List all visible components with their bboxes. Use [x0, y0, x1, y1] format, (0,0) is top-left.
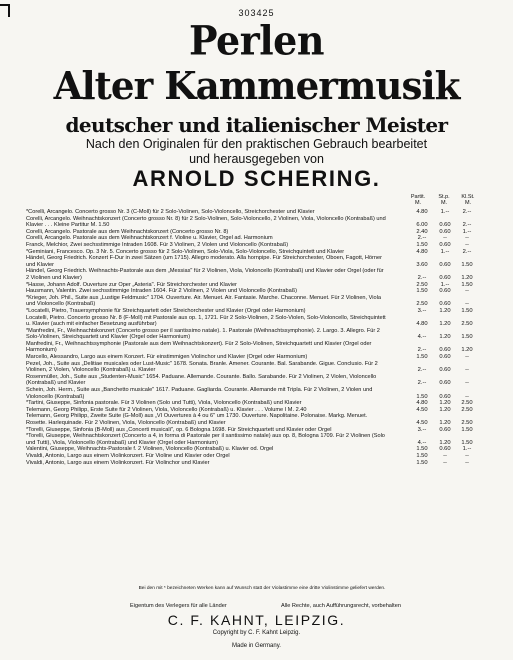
catalog-entry-text: Marcello, Alessandro, Largo aus einem Konzert. Für einstimmigen Violinchor und Klavier (Orgel oder Harmonium): [26, 354, 308, 361]
price-header-klavierstimme-unit: M.: [464, 200, 472, 206]
catalog-entry-price-partitur: 4.80: [416, 321, 428, 328]
catalog-entry-price-partitur: 1.50: [416, 288, 428, 295]
catalog-entry-price-klavier: 2.50: [461, 420, 473, 426]
catalog-entry-price-stimmen: 1.20: [439, 321, 451, 328]
catalog-entry-price-stimmen: 1.20: [439, 439, 451, 446]
catalog-entry-price-partitur: 1.50: [416, 452, 428, 459]
subtitle-line-2: und herausgegeben von: [189, 152, 324, 166]
catalog-entry-price-klavier: 2.50: [461, 400, 473, 407]
catalog-entry: [26, 446, 506, 453]
catalog-entry-price-klavier: 1.--: [462, 228, 472, 235]
catalog-entry-price-klavier: 2.--: [462, 209, 472, 215]
catalog-entry-text: Schein, Joh. Herm., Suite aus „Banchetto musicale" 1617. Paduane. Gagliarda. Courante. Allemande mit Tripla. Für 2 Violinen, 2 Violen und Violoncello (Kontrabaß): [26, 387, 373, 400]
catalog-entry-price-partitur: 4.--: [417, 439, 427, 446]
catalog-entry: [26, 427, 506, 434]
catalog-entry: [26, 295, 506, 308]
catalog-entry: [26, 433, 506, 446]
catalog-entry-text: *Torelli, Giuseppe, Sinfonia (B-Moll) aus „Concerti musicali", op. 6 Bologna 1698. Für Streichquartett und Klavier oder Orgel: [26, 426, 332, 433]
catalog-entry-price-partitur: 2.--: [417, 380, 427, 387]
catalog-entry-price-partitur: 4.--: [417, 334, 427, 341]
catalog-entry: [26, 308, 506, 315]
catalog-entry-price-klavier: 1.20: [461, 347, 473, 354]
catalog-entry-text: *Locatelli, Pietro, Trauersymphonie für Streichquartett oder Streichorchester und Klavier (Orgel oder Harmonium): [26, 307, 306, 314]
catalog-entry-text: Valentini, Giuseppe, Weihnachts-Pastorale f. 2 Violinen, Violoncello (Kontrabaß) u. Klavier od. Orgel: [26, 446, 274, 453]
catalog-entry-price-klavier: 2.--: [462, 222, 472, 229]
price-header-klavierstimme: Kl.St.: [461, 194, 475, 200]
catalog-entry-price-stimmen: 1.20: [439, 406, 451, 413]
catalog-entry-price-stimmen: 0.60: [439, 393, 451, 400]
catalog-entry-price-klavier: 2.50: [461, 321, 473, 328]
catalog-entry: [26, 282, 506, 289]
catalog-entry-price-partitur: 1.50: [416, 459, 428, 466]
catalog-entry: [26, 249, 506, 256]
catalog-entry-price-partitur: 3.--: [417, 307, 427, 314]
catalog-entry: [26, 361, 506, 374]
catalog-entry: [26, 209, 506, 216]
catalog-entry-price-stimmen: 0.60: [439, 426, 451, 433]
catalog-entry-price-klavier: --: [465, 241, 469, 248]
catalog-entry-price-partitur: 2.50: [416, 281, 428, 288]
catalog-entry-price-stimmen: --: [443, 235, 447, 242]
catalog-entry-price-stimmen: 1.--: [440, 281, 450, 288]
catalog-entry-price-stimmen: 0.60: [439, 274, 451, 281]
catalog-entry: [26, 400, 506, 407]
catalog-entry-price-stimmen: 0.60: [439, 241, 451, 248]
catalog-entry-price-partitur: 2.--: [417, 235, 427, 242]
title-alter-kammermusik: Alter Kammermusik: [53, 63, 460, 108]
catalog-entry: [26, 315, 506, 328]
catalog-entry-text: *Hasse, Johann Adolf. Ouverture zur Oper „Asteria". Für Streichorchester und Klavier: [26, 281, 237, 288]
plate-number: 303425: [238, 8, 275, 18]
catalog-entry-price-stimmen: 1.20: [439, 307, 451, 314]
catalog-entry: [26, 216, 506, 229]
catalog-entry-text: Rosenmüller, Joh., Suite aus „Studenten-Music" 1654. Paduane. Allemande. Courante. Ballo. Sarabande. Für 2 Violinen, 2 Violen, Violoncello (Kontrabaß) und Klavier: [26, 373, 377, 387]
subtitle-line-1: Nach den Originalen für den praktischen Gebrauch bearbeitet: [85, 137, 428, 151]
catalog-entry: [26, 354, 506, 361]
catalog-entry-price-stimmen: 0.60: [439, 288, 451, 295]
catalog-entry-price-klavier: --: [465, 354, 469, 361]
catalog-entry-price-stimmen: 0.60: [439, 301, 451, 308]
catalog-entry-text: Händel, Georg Friedrich. Weihnachts-Pastorale aus dem „Messias" für 2 Violinen, Viola, Violoncello (Kontrabaß) und Klavier oder Orgel (oder für 2 Violinen und Klavier): [26, 268, 384, 281]
catalog-entry-price-stimmen: 0.60: [439, 228, 451, 235]
catalog-entry-price-stimmen: --: [443, 452, 447, 459]
catalog-entry: [26, 235, 506, 242]
catalog-entry-price-partitur: 1.50: [416, 241, 428, 248]
catalog-entry: [26, 413, 506, 426]
catalog-entry-price-stimmen: 0.60: [439, 380, 451, 387]
catalog-entry-price-klavier: 1.50: [461, 261, 473, 268]
catalog-entry-price-klavier: --: [465, 393, 469, 400]
price-header-partitur: Partit.: [410, 194, 426, 200]
catalog-entry-price-klavier: --: [465, 452, 469, 459]
catalog-entry-price-partitur: 2.--: [417, 347, 427, 354]
catalog-entry-price-stimmen: 1.20: [439, 420, 451, 426]
catalog-entry-price-klavier: 1.20: [461, 274, 473, 281]
catalog-list: [26, 209, 506, 466]
catalog-entry-price-partitur: 4.80: [416, 248, 428, 255]
catalog-entry-price-partitur: 6.00: [416, 222, 428, 229]
catalog-entry: [26, 255, 506, 268]
catalog-entry-text: Vivaldi, Antonio, Largo aus einem Violinkonzert. Für Violine und Klavier oder Orgel: [26, 452, 230, 459]
catalog-entry-price-stimmen: 1.--: [440, 248, 450, 255]
price-header-stimmen-unit: M.: [440, 200, 448, 206]
catalog-entry-price-stimmen: 1.20: [439, 334, 451, 341]
catalog-entry-text: *Manfredini, Fr., Weihnachtskonzert (Concerto grosso per il santissimo natale). 1. Pastorale (Weihnachtssymphonie). 2. Largo. 3. Allegro. Für 2 Solo-Violinen, Streichquartett und Klavier (Orgel oder Harmonium): [26, 327, 380, 341]
catalog-entry-price-klavier: --: [465, 288, 469, 295]
catalog-entry-price-partitur: 2.40: [416, 228, 428, 235]
catalog-entry-price-klavier: 2.--: [462, 248, 472, 255]
catalog-entry-price-klavier: 1.50: [461, 334, 473, 341]
catalog-entry-text: Manfredini, Fr., Weihnachtssymphonie (Pastorale aus dem Weihnachtskonzert). Für 2 Solo-Violinen, Streichquartett und Klavier (Orgel oder Harmonium): [26, 340, 372, 354]
catalog-entry-price-partitur: 3.60: [416, 261, 428, 268]
catalog-entry-price-stimmen: 0.60: [439, 222, 451, 229]
catalog-entry-text: Pezel, Joh., Suite aus „Delitiae musicales oder Lust-Music" 1678. Sonata. Branle. Amener. Courante. Bal. Sarabande. Gigue. Conclusio. Für 2 Violinen, 2 Violen, Violoncello (Kontrabaß) u. Klavier: [26, 360, 378, 374]
catalog-entry-price-stimmen: 1.--: [440, 209, 450, 215]
catalog-entry: [26, 268, 506, 281]
catalog-entry-price-stimmen: 0.60: [439, 354, 451, 361]
catalog-entry-price-klavier: 1.--: [462, 446, 472, 453]
catalog-entry-text: Vivaldi, Antonio, Largo aus einem Violinkonzert. Für Violinchor und Klavier: [26, 459, 210, 466]
catalog-entry-price-klavier: --: [465, 459, 469, 466]
catalog-entry: [26, 374, 506, 387]
catalog-entry-text: Corelli, Arcangelo. Pastorale aus dem Weihnachtskonzert f. Violine u. Klavier, Orgel ad. Harmonium: [26, 235, 273, 242]
catalog-entry-text: *Krieger, Joh. Phil., Suite aus „Lustige Feldmusic" 1704. Ouverture. Air. Menuet. Air. Fantasie. Marche. Chaconne. Menuet. Für 2 Violinen, Viola und Violoncello (Kontrabaß): [26, 294, 381, 308]
footnote: Bei den mit * bezeichneten Werken kann auf Wunsch statt der Violastimme eine dritte Violinstimme geliefert werden.: [138, 586, 386, 591]
catalog-entry-text: Corelli, Arcangelo. Weihnachtskonzert (Concerto grosso Nr. 8) für 2 Solo-Violinen, Solo-Violoncello, 2 Violinen, Viola, Violoncello (Kontrabaß) und Klavier . . . Kleine Partitur M. 1.50: [26, 215, 386, 229]
price-header-partitur-unit: M.: [414, 200, 422, 206]
title-subtitle: deutscher und italienischer Meister: [65, 113, 448, 137]
catalog-entry: [26, 407, 506, 414]
title-perlen: Perlen: [189, 16, 324, 65]
catalog-entry-price-partitur: 4.80: [416, 400, 428, 407]
catalog-entry-text: Telemann, Georg Philipp, Erste Suite für 2 Violinen, Viola, Violoncello (Kontrabaß) u. Klavier . . . Volume I M. 2.40: [26, 406, 307, 413]
catalog-entry-price-partitur: 2.50: [416, 301, 428, 308]
catalog-entry-price-partitur: 1.50: [416, 393, 428, 400]
catalog-entry-price-klavier: --: [465, 235, 469, 242]
catalog-entry-price-partitur: 1.50: [416, 446, 428, 453]
catalog-entry-text: Corelli, Arcangelo. Pastorale aus dem Weihnachtskonzert (Concerto grosso Nr. 8): [26, 228, 229, 235]
catalog-entry: [26, 328, 506, 341]
catalog-entry-price-partitur: 4.80: [416, 209, 428, 215]
editor-name: ARNOLD SCHERING.: [132, 166, 381, 191]
catalog-entry-text: *Geminiani, Francesco. Op. 3 Nr. 5. Concerto grosso für 2 Solo-Violinen, Solo-Viola, Solo-Violoncello, Streichquintett und Klavier: [26, 248, 345, 255]
publisher-name: C. F. KAHNT, LEIPZIG.: [167, 612, 346, 628]
catalog-entry-price-partitur: 2.--: [417, 367, 427, 374]
catalog-entry-price-stimmen: 0.60: [439, 347, 451, 354]
catalog-entry-price-stimmen: 1.20: [439, 400, 451, 407]
catalog-entry-price-partitur: 2.--: [417, 274, 427, 281]
catalog-entry-price-partitur: 4.50: [416, 406, 428, 413]
catalog-entry-price-klavier: 1.50: [461, 281, 473, 288]
catalog-entry-price-klavier: 1.50: [461, 426, 473, 433]
catalog-entry-text: Locatelli, Pietro. Concerto grosso Nr. 8 (F-Moll) mit Pastorale aus op. 1, 1721. Für 2 Solo-Violinen, 2 Solo-Violen, Solo-Violoncello, Streichquintett u. Klavier (auch mit einfacher Besetzung ausführbar): [26, 314, 386, 328]
catalog-entry-price-klavier: --: [465, 367, 469, 374]
catalog-entry-text: Telemann, Georg Philipp, Zweite Suite (G-Moll) aus „VI Ouvertures à 4 ou 6" um 1730. Ouverture. Napolitaine. Polonaise. Markg. Menuet. Rosette. Harlequinade. Für 2 Violinen, Viola, Violoncello (Kontrabaß) und Klavier: [26, 413, 368, 426]
catalog-entry-price-stimmen: --: [443, 459, 447, 466]
catalog-entry: [26, 341, 506, 354]
catalog-entry-price-partitur: 4.50: [416, 420, 428, 426]
catalog-entry: [26, 242, 506, 249]
rights-notice-left: Eigentum des Verlegers für alle Länder: [130, 603, 227, 609]
made-in-germany: Made in Germany.: [232, 643, 281, 649]
catalog-entry-price-partitur: 3.--: [417, 426, 427, 433]
catalog-entry-price-klavier: --: [465, 301, 469, 308]
catalog-entry: [26, 229, 506, 236]
rights-notice-right: Alle Rechte, auch Aufführungsrecht, vorbehalten: [281, 603, 401, 609]
catalog-entry-price-klavier: --: [465, 380, 469, 387]
catalog-entry-price-stimmen: 0.60: [439, 446, 451, 453]
catalog-entry-price-partitur: 1.50: [416, 354, 428, 361]
catalog-entry: [26, 460, 506, 467]
catalog-entry-price-stimmen: 0.60: [439, 367, 451, 374]
catalog-entry-text: *Tartini, Giuseppe, Sinfonia pastorale. Für 3 Violinen (Solo und Tutti), Viola, Violoncello (Kontrabaß) und Klavier: [26, 400, 302, 407]
catalog-entry-price-stimmen: 0.60: [439, 261, 451, 268]
catalog-entry-price-klavier: 1.50: [461, 439, 473, 446]
catalog-entry-text: *Corelli, Arcangelo. Concerto grosso Nr. 3 (C-Moll) für 2 Solo-Violinen, Solo-Violoncello, Streichorchester und Klavier: [26, 209, 315, 215]
catalog-entry-text: Händel, Georg Friedrich. Konzert F-Dur in zwei Sätzen (um 1715). Allegro moderato. Alla hornpipe. Für Streichorchester, Oboen, Fagott, Hörner und Klavier: [26, 255, 382, 268]
price-header-stimmen: St.p.: [438, 194, 450, 200]
catalog-entry-price-klavier: 2.50: [461, 406, 473, 413]
catalog-entry-text: Franck, Melchior, Zwei sechsstimmige Intraden 1608. Für 3 Violinen, 2 Violen und Violoncello (Kontrabaß): [26, 241, 289, 248]
catalog-entry: [26, 453, 506, 460]
catalog-entry-text: *Torelli, Giuseppe, Weihnachtskonzert (Concerto a 4, in forma di Pastorale per il santissimo natale) aus op. 8, Bologna 1709. Für 2 Violinen (Solo und Tutti), Viola, Violoncello (Kontrabaß) und Klavier (Orgel oder Harmonium): [26, 433, 385, 446]
catalog-entry-text: Hausmann, Valentin. Zwei sechsstimmige Intraden 1604. Für 2 Violinen, 2 Violen und Violoncello (Kontrabaß): [26, 288, 298, 295]
copyright-notice: Copyright by C. F. Kahnt Leipzig.: [212, 630, 301, 636]
catalog-entry: [26, 288, 506, 295]
catalog-entry: [26, 387, 506, 400]
catalog-entry-price-klavier: 1.50: [461, 307, 473, 314]
